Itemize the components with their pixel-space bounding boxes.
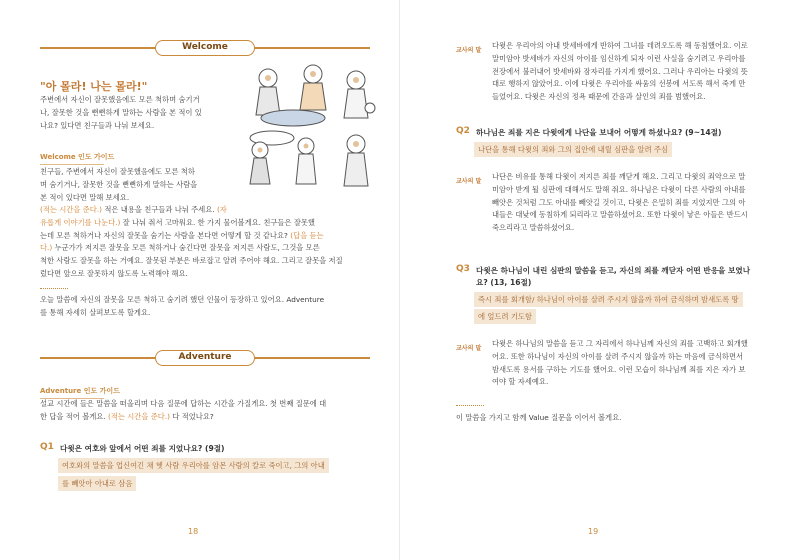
q2-label: Q2 (456, 126, 470, 136)
q1-answer-line-2: 를 빼앗아 아내로 삼음 (58, 476, 136, 491)
adventure-section-bar (40, 350, 370, 366)
guide-line: 며 숨기거나, 잘못한 것을 뻔뻔하게 말하는 사람을 (40, 179, 198, 189)
closing-line: 를 통해 자세히 살펴보도록 할게요. (40, 307, 151, 317)
q3-label: Q3 (456, 264, 470, 274)
welcome-guide-title: Welcome 인도 가이드 (40, 152, 114, 165)
q3-question-line: 요? (13, 16절) (476, 278, 532, 287)
guide-line: 다.) 누군가가 저지른 잘못을 모른 척하거나 숨긴다면 잘못을 저지른 사람도, 그것을 모른 (40, 243, 320, 253)
guide-line: 친구들, 주변에서 자신이 잘못했음에도 모른 척하 (40, 167, 195, 176)
closing-line: 오늘 말씀에 자신의 잘못을 모른 척하고 숨기려 했던 인물이 등장하고 있어요. Adventure (40, 295, 325, 304)
remark-line: 전장에서 불러내어 밧세바와 잠자리를 가지게 했어요. 그러나 우리아는 다윗의 뜻 (492, 66, 748, 76)
welcome-closing (40, 294, 375, 320)
remark-line: 밤새도록 용서를 구하는 기도를 했어요. 이런 모습이 하나님께 죄를 지은 자가 보 (492, 364, 746, 374)
adventure-line: 설교 시간에 들은 말씀을 떠올리며 다음 질문에 답하는 시간을 가질게요. 첫 번째 질문에 대 (40, 399, 327, 408)
welcome-intro (40, 94, 235, 132)
guide-line: 유롭게 이야기를 나눈다.) 잘 나눠 줘서 고마워요. 한 가지 물어볼게요. 친구들은 잘못했 (40, 217, 315, 227)
welcome-headline: "아 몰라! 나는 몰라!" (40, 80, 148, 93)
remark-line: 들었어요. 다윗은 자신의 정욕 때문에 간음과 살인의 죄를 범했어요. (492, 92, 706, 102)
guide-line: 본 적이 있다면 말해 보세요. (40, 192, 130, 202)
right-closing: 이 말씀을 가지고 함께 Value 질문을 이어서 볼게요. (456, 413, 622, 422)
remark-line: 어요. 또한 하나님이 자신의 아이를 살려 주시지 않을까 하는 마음에 금식하면서 (492, 351, 744, 361)
q1-question: 다윗은 여호와 앞에서 어떤 죄를 지었나요? (9절) (60, 444, 225, 453)
intro-line: 나, 잘못한 것을 뻔뻔하게 말하는 사람을 본 적이 있 (40, 107, 202, 117)
q2-question: 하나님은 죄를 지은 다윗에게 나단을 보내어 어떻게 하셨나요? (9~14절) (476, 128, 722, 137)
welcome-guide-text-b (40, 204, 375, 281)
page-number-left: 18 (188, 527, 199, 536)
remark-line: 말미암아 밧세바가 자신의 아이를 임신하게 되자 이런 사실을 숨기려고 우리아를 (492, 53, 746, 63)
guide-line: (적는 시간을 준다.) 적은 내용을 친구들과 나눠 주세요. (자 (40, 205, 227, 214)
q2-answer: 나단을 통해 다윗의 죄와 그의 집안에 내릴 심판을 알려 주심 (474, 142, 672, 157)
welcome-section-bar (40, 40, 370, 56)
kids-cartoon-illustration (238, 60, 388, 192)
q1-label: Q1 (40, 442, 54, 452)
remark-line: 여야 할 자세예요. (492, 377, 549, 387)
remark-line: 내들은 대낮에 동침하게 되리라고 말씀하셨어요. 또한 다윗이 낳은 아들은 반드시 (492, 210, 748, 220)
dotted-divider (40, 285, 68, 289)
guide-line: 렀다면 앞으로 잘못하지 않도록 노력해야 해요. (40, 268, 188, 278)
q3-answer-line-2: 에 엎드려 기도함 (474, 309, 536, 324)
adventure-guide-title: Adventure 인도 가이드 (40, 386, 120, 399)
teacher-tag-1: 교사의 말 (456, 47, 482, 54)
intro-line: 주변에서 자신이 잘못했음에도 모른 척하며 숨기거 (40, 95, 200, 104)
welcome-guide-text-a (40, 166, 240, 204)
adventure-line: 한 답을 적어 볼게요. (적는 시간을 준다.) 다 적었나요? (40, 411, 214, 421)
adventure-guide-text (40, 398, 375, 424)
right-page (400, 0, 800, 560)
adventure-label: Adventure (155, 350, 255, 366)
q3-question (476, 265, 791, 289)
remark-line: 대로 행하지 않았어요. 이에 다윗은 우리아를 싸움의 선봉에 서도록 해서 죽게 만 (492, 79, 746, 89)
q3-answer-line-1: 즉시 죄를 회개함/ 하나님이 아이를 살려 주시지 않을까 하여 금식하며 밤새도록 땅 (474, 292, 743, 307)
remark-line: 나단은 비유를 통해 다윗이 저지른 죄를 깨닫게 해요. 그리고 다윗의 죄악으로 말 (492, 172, 746, 181)
guide-line: 척한 사람도 잘못을 하는 거예요. 잘못된 부분은 바로잡고 알려 주어야 해요. 그리고 잘못을 저질 (40, 256, 343, 266)
teacher-remark-1 (492, 40, 792, 104)
teacher-remark-3 (492, 338, 792, 389)
guide-line: 는데 모른 척하거나 자신의 잘못을 숨기는 사람을 본다면 어떻게 할 것 같나요? (답을 듣는 (40, 230, 324, 240)
intro-line: 나요? 있다면 친구들과 나눠 보세요. (40, 120, 155, 130)
welcome-label: Welcome (155, 40, 255, 56)
page-number-right: 19 (588, 527, 599, 536)
remark-line: 다윗은 우리아의 아내 밧세바에게 반하여 그녀를 데려오도록 해 동침했어요. 이로 (492, 41, 748, 50)
teacher-tag-2: 교사의 말 (456, 178, 482, 185)
remark-line: 다윗은 하나님의 말씀을 듣고 그 자리에서 하나님께 자신의 죄를 고백하고 회개했 (492, 339, 748, 348)
q1-answer-line-1: 여호와의 말씀을 업신여긴 채 헷 사람 우리아를 암몬 사람의 칼로 죽이고, 그의 아내 (58, 458, 329, 473)
remark-line: 빼앗은 것처럼 그도 아내를 빼앗길 것이고, 다윗은 은밀히 죄를 지었지만 그의 아 (492, 197, 746, 207)
dotted-divider (456, 402, 484, 406)
remark-line: 미암아 받게 될 심판에 대해서도 말해 줘요. 하나님은 다윗이 다른 사람의 아내를 (492, 184, 746, 194)
teacher-remark-2 (492, 171, 792, 235)
teacher-tag-3: 교사의 말 (456, 345, 482, 352)
remark-line: 죽으리라고 말씀하셨어요. (492, 223, 575, 233)
q3-question-line: 다윗은 하나님이 내린 심판의 말씀을 듣고, 자신의 죄를 깨닫자 어떤 반응을 보였나 (476, 266, 751, 275)
